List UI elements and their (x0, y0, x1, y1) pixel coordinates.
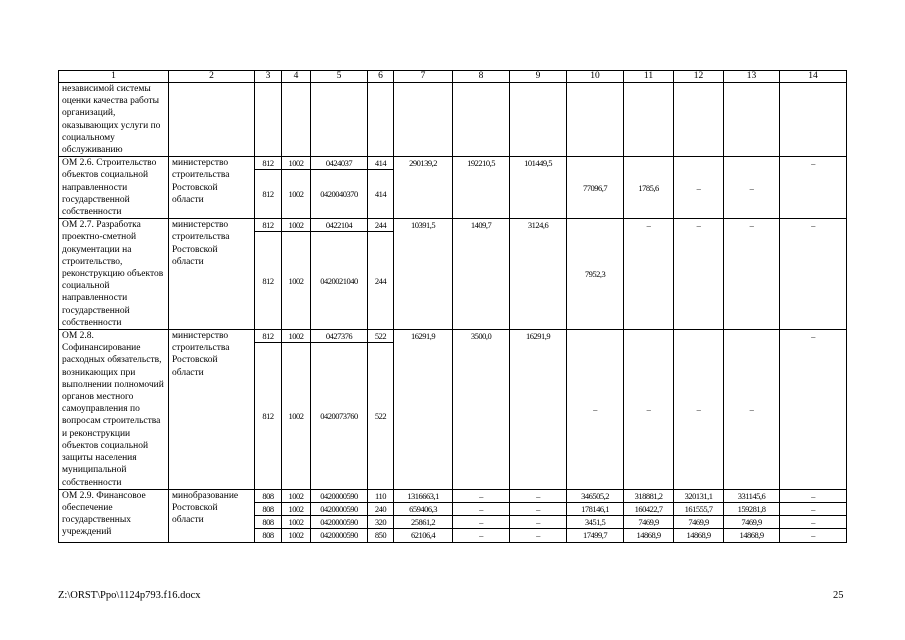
cell: – (510, 489, 567, 502)
cell: – (510, 516, 567, 529)
cell: 101449,5 (510, 157, 567, 219)
cell: 62106,4 (394, 529, 453, 542)
cell: – (780, 502, 847, 515)
cell: 346505,2 (567, 489, 624, 502)
cell: 1002 (282, 489, 311, 502)
cell: 0420040370 (311, 170, 368, 219)
cell: 414 (368, 157, 394, 170)
cell: 1002 (282, 343, 311, 489)
cell: 17499,7 (567, 529, 624, 542)
cell: 110 (368, 489, 394, 502)
cell: 0420073760 (311, 343, 368, 489)
executor: министерство строительства Ростовской области (169, 219, 255, 330)
cell: 1002 (282, 232, 311, 330)
cell: 7469,9 (724, 516, 780, 529)
cell: 808 (255, 529, 282, 542)
cell: – (624, 330, 674, 490)
cell: 0420000590 (311, 516, 368, 529)
executor: минобразование Ростовской области (169, 489, 255, 542)
budget-table (58, 70, 847, 543)
cell: 414 (368, 170, 394, 219)
cell: 7469,9 (674, 516, 724, 529)
footer-file-path: Z:\ORST\Ppo\1124p793.f16.docx (58, 590, 201, 601)
cell: 10391,5 (394, 219, 453, 330)
cell: 0427376 (311, 330, 368, 343)
cell: 161555,7 (674, 502, 724, 515)
cell: 320131,1 (674, 489, 724, 502)
cell: 0420000590 (311, 529, 368, 542)
cell: 808 (255, 489, 282, 502)
cell: 522 (368, 343, 394, 489)
cell: 1002 (282, 330, 311, 343)
cell: – (453, 489, 510, 502)
cell: 0422104 (311, 219, 368, 232)
col-header: 5 (311, 71, 368, 83)
cell: 178146,1 (567, 502, 624, 515)
col-header: 2 (169, 71, 255, 83)
table-row (59, 219, 847, 232)
cell: 808 (255, 502, 282, 515)
cell: 160422,7 (624, 502, 674, 515)
cell: – (674, 330, 724, 490)
executor: министерство строительства Ростовской области (169, 157, 255, 219)
cell: 14868,9 (724, 529, 780, 542)
cell: 812 (255, 219, 282, 232)
cell: 244 (368, 219, 394, 232)
executor: министерство строительства Ростовской области (169, 330, 255, 490)
cell: 3451,5 (567, 516, 624, 529)
cell: 16291,9 (394, 330, 453, 490)
col-header: 14 (780, 71, 847, 83)
col-header: 10 (567, 71, 624, 83)
cell: – (453, 502, 510, 515)
col-header: 7 (394, 71, 453, 83)
cell: 1002 (282, 516, 311, 529)
cell: 812 (255, 232, 282, 330)
cell: 240 (368, 502, 394, 515)
cell: – (780, 330, 847, 490)
cell: – (510, 502, 567, 515)
cell: 0424037 (311, 157, 368, 170)
cell: 812 (255, 157, 282, 170)
cell: – (674, 157, 724, 219)
cell: 7952,3 (567, 219, 624, 330)
cell: – (567, 330, 624, 490)
cell: 16291,9 (510, 330, 567, 490)
cell: – (780, 219, 847, 330)
cell: 14868,9 (674, 529, 724, 542)
cell: 659406,3 (394, 502, 453, 515)
measure-name: ОМ 2.8. Софинансирование расходных обязательств, возникающих при выполнении полномочий органов местного самоуправления по вопросам строительства и реконструкции объектов социальной защиты населения муниципальной собственности (59, 330, 169, 490)
cell: 1002 (282, 170, 311, 219)
cell: 320 (368, 516, 394, 529)
cell: – (453, 529, 510, 542)
col-header: 4 (282, 71, 311, 83)
cell: – (724, 330, 780, 490)
cell: – (510, 529, 567, 542)
table-row (59, 330, 847, 343)
cell: 812 (255, 330, 282, 343)
cell: 7469,9 (624, 516, 674, 529)
cell: – (780, 489, 847, 502)
col-header: 12 (674, 71, 724, 83)
col-header: 9 (510, 71, 567, 83)
cell: 0420000590 (311, 489, 368, 502)
cell: – (624, 219, 674, 330)
cell: 1785,6 (624, 157, 674, 219)
col-header: 8 (453, 71, 510, 83)
cell: 77096,7 (567, 157, 624, 219)
cell: 244 (368, 232, 394, 330)
cell: – (724, 157, 780, 219)
col-header: 6 (368, 71, 394, 83)
cell: 159281,8 (724, 502, 780, 515)
header-row (59, 71, 847, 83)
cell: 290139,2 (394, 157, 453, 219)
cell: 3124,6 (510, 219, 567, 330)
measure-name: ОМ 2.7. Разработка проектно-сметной документации на строительство, реконструкцию объектов социальной направленности государственной собственности (59, 219, 169, 330)
cell: 1316663,1 (394, 489, 453, 502)
cell: 1409,7 (453, 219, 510, 330)
col-header: 1 (59, 71, 169, 83)
cell: 331145,6 (724, 489, 780, 502)
cell: – (780, 157, 847, 219)
cell: – (780, 529, 847, 542)
cell: 1002 (282, 157, 311, 170)
cell: 1002 (282, 219, 311, 232)
table-row (59, 157, 847, 170)
cell: 808 (255, 516, 282, 529)
measure-name: ОМ 2.9. Финансовое обеспечение государственных учреждений (59, 489, 169, 542)
cell: 522 (368, 330, 394, 343)
col-header: 3 (255, 71, 282, 83)
col-header: 13 (724, 71, 780, 83)
measure-name: ОМ 2.6. Строительство объектов социальной направленности государственной собственности (59, 157, 169, 219)
cell: 318881,2 (624, 489, 674, 502)
cell: 812 (255, 343, 282, 489)
cell: 850 (368, 529, 394, 542)
cell: 0420021040 (311, 232, 368, 330)
cell: 1002 (282, 529, 311, 542)
cell: – (674, 219, 724, 330)
cell: 14868,9 (624, 529, 674, 542)
table-row (59, 83, 847, 157)
cell: 3500,0 (453, 330, 510, 490)
page-number: 25 (833, 590, 844, 601)
cell: 25861,2 (394, 516, 453, 529)
cell: – (724, 219, 780, 330)
cell: – (453, 516, 510, 529)
measure-name: независимой системы оценки качества работы организаций, оказывающих услуги по социальному обслуживанию (59, 83, 169, 157)
cell: – (780, 516, 847, 529)
cell: 1002 (282, 502, 311, 515)
cell: 0420000590 (311, 502, 368, 515)
col-header: 11 (624, 71, 674, 83)
cell: 812 (255, 170, 282, 219)
cell: 192210,5 (453, 157, 510, 219)
table-row (59, 489, 847, 502)
